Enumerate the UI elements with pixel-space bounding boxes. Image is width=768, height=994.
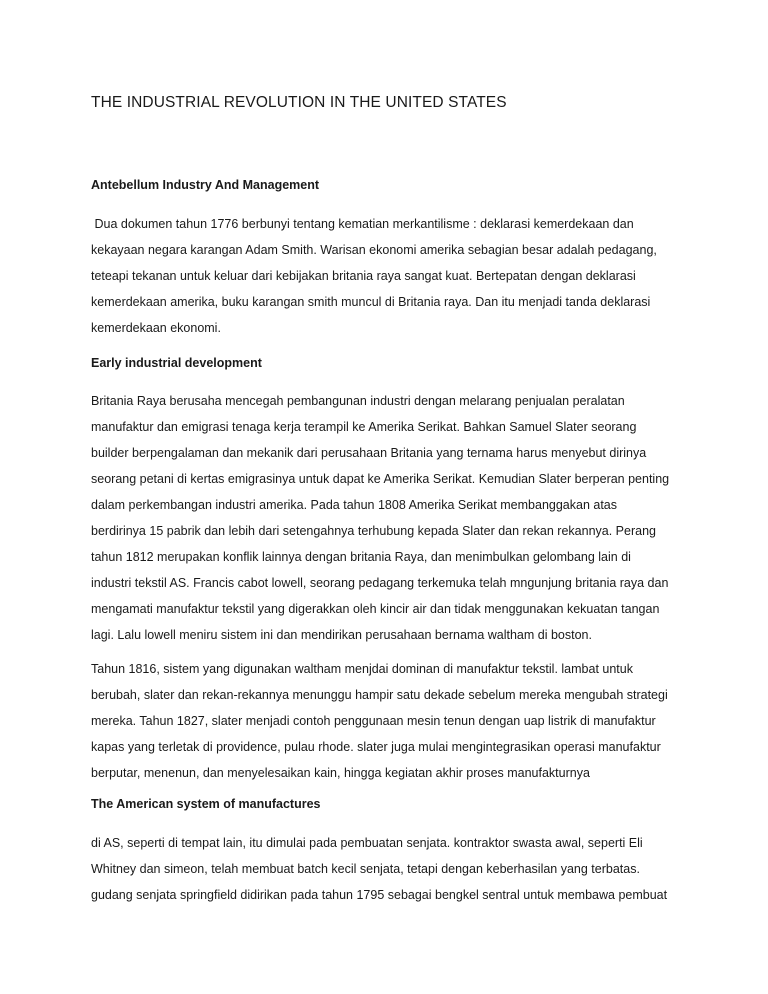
text-line: industri tekstil AS. Francis cabot lowell, seorang pedagang terkemuka telah mngunjung britania raya dan	[91, 576, 669, 590]
text-line: berubah, slater dan rekan-rekannya menunggu hampir satu dekade sebelum mereka mengubah strategi	[91, 688, 668, 702]
text-line: di AS, seperti di tempat lain, itu dimulai pada pembuatan senjata. kontraktor swasta awal, seperti Eli	[91, 836, 643, 850]
paragraph	[91, 388, 681, 648]
section-heading-early-industrial: Early industrial development	[91, 356, 262, 370]
text-line: dalam perkembangan industri amerika. Pada tahun 1808 Amerika Serikat membanggakan atas	[91, 498, 618, 512]
text-line: Dua dokumen tahun 1776 berbunyi tentang kematian merkantilisme : deklarasi kemerdekaan dan	[91, 217, 634, 231]
section-heading-antebellum: Antebellum Industry And Management	[91, 178, 320, 192]
text-line: Whitney dan simeon, telah membuat batch kecil senjata, tetapi dengan keberhasilan yang terbatas.	[91, 862, 640, 876]
text-line: seorang petani di kertas emigrasinya untuk dapat ke Amerika Serikat. Kemudian Slater berperan penting	[91, 472, 670, 486]
text-line: berputar, menenun, dan menyelesaikan kain, hingga kegiatan akhir proses manufakturnya	[91, 766, 590, 780]
text-line: Tahun 1816, sistem yang digunakan waltham menjdai dominan di manufaktur tekstil. lambat untuk	[91, 662, 633, 676]
text-line: kemerdekaan ekonomi.	[91, 321, 221, 335]
text-line: Britania Raya berusaha mencegah pembangunan industri dengan melarang penjualan peralatan	[91, 394, 625, 408]
text-line: builder berpengalaman dan mekanik dari perusahaan Britania yang ternama harus menyebut dirinya	[91, 446, 647, 460]
text-line: kemerdekaan amerika, buku karangan smith muncul di Britania raya. Dan itu menjadi tanda deklarasi	[91, 295, 651, 309]
text-line: mereka. Tahun 1827, slater menjadi contoh penggunaan mesin tenun dengan uap listrik di manufaktur	[91, 714, 656, 728]
text-line: tahun 1812 merupakan konflik lainnya dengan britania Raya, dan menimbulkan gelombang lain di	[91, 550, 631, 564]
section-heading-american-system: The American system of manufactures	[91, 797, 321, 811]
text-line: kekayaan negara karangan Adam Smith. Warisan ekonomi amerika sebagian besar adalah pedagang,	[91, 243, 657, 257]
text-line: berdirinya 15 pabrik dan lebih dari setengahnya terhubung kepada Slater dan rekan rekannya. Perang	[91, 524, 656, 538]
text-line: kapas yang terletak di providence, pulau rhode. slater juga mulai mengintegrasikan operasi manufaktur	[91, 740, 661, 754]
text-line: teteapi tekanan untuk keluar dari kebijakan britania raya sangat kuat. Bertepatan dengan deklarasi	[91, 269, 636, 283]
text-line: manufaktur dan emigrasi tenaga kerja terampil ke Amerika Serikat. Bahkan Samuel Slater seorang	[91, 420, 637, 434]
text-line: mengamati manufaktur tekstil yang digerakkan oleh kincir air dan tidak menggunakan kekuatan tangan	[91, 602, 660, 616]
paragraph	[91, 830, 681, 908]
text-line: gudang senjata springfield didirikan pada tahun 1795 sebagai bengkel sentral untuk membawa pembuat	[91, 888, 668, 902]
document-title: THE INDUSTRIAL REVOLUTION IN THE UNITED STATES	[91, 94, 507, 111]
paragraph	[91, 656, 681, 786]
paragraph	[91, 211, 681, 341]
text-line: lagi. Lalu lowell meniru sistem ini dan mendirikan perusahaan bernama waltham di boston.	[91, 628, 592, 642]
